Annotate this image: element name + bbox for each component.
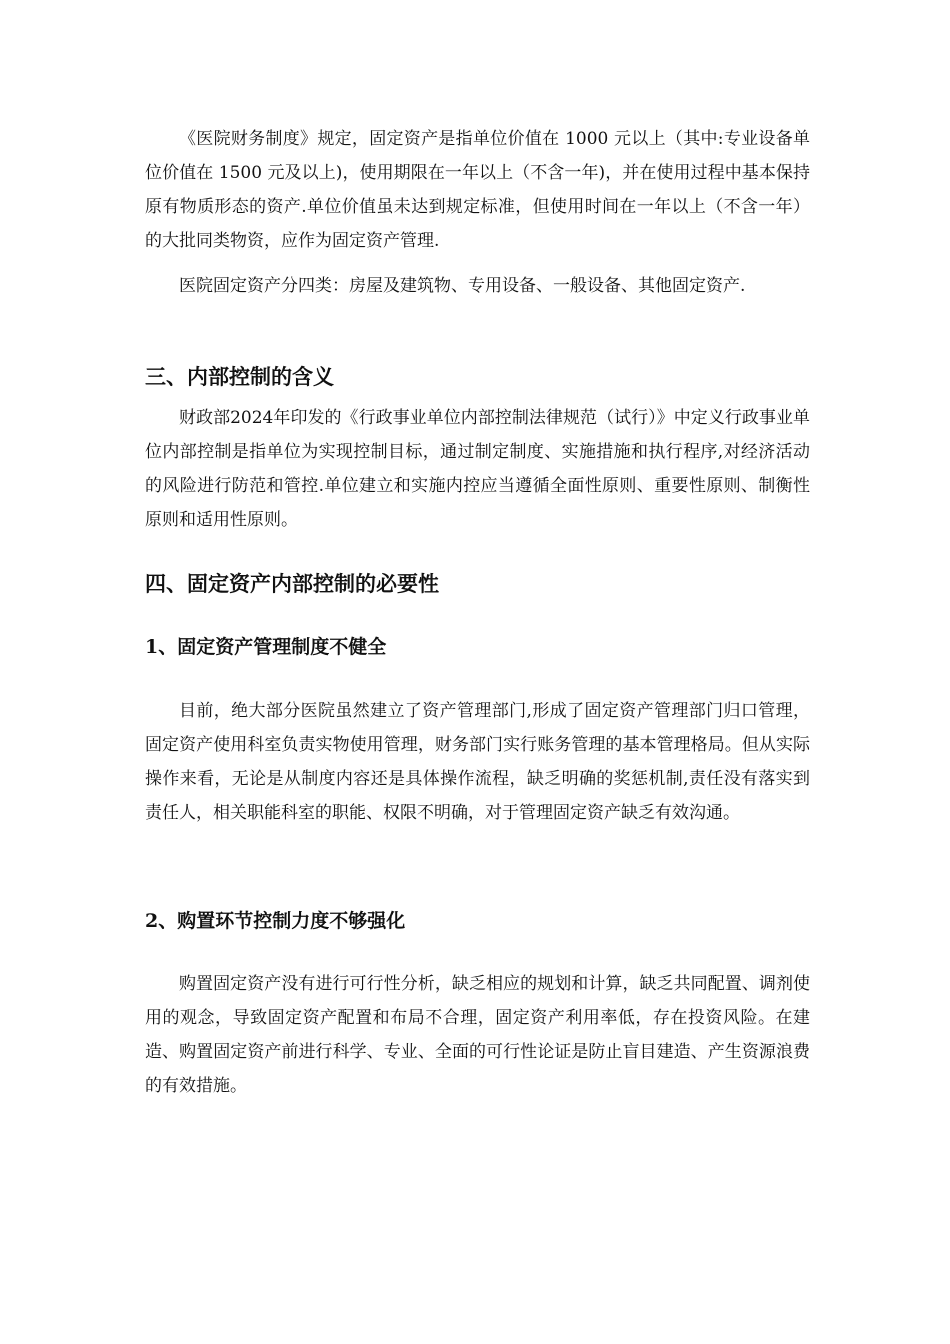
heading-internal-control-meaning: 三、内部控制的含义 — [145, 364, 334, 389]
subheading-management-system: 1、固定资产管理制度不健全 — [145, 636, 387, 658]
paragraph-internal-control-definition: 财政部2024年印发的《行政事业单位内部控制法律规范（试行）》中定义行政事业单位内部控制是指单位为实现控制目标，通过制定制度、实施措施和执行程序,对经济活动的风险进行防范和管控.单位建立和实施内控应当遵循全面性原则、重要性原则、制衡性原则和适用性原则。 — [145, 408, 810, 530]
paragraph-management-system: 目前，绝大部分医院虽然建立了资产管理部门,形成了固定资产管理部门归口管理，固定资产使用科室负责实物使用管理，财务部门实行账务管理的基本管理格局。但从实际操作来看，无论是从制度内容还是具体操作流程，缺乏明确的奖惩机制,责任没有落实到责任人，相关职能科室的职能、权限不明确，对于管理固定资产缺乏有效沟通。 — [145, 701, 810, 823]
paragraph-purchase-control: 购置固定资产没有进行可行性分析，缺乏相应的规划和计算，缺乏共同配置、调剂使用的观念，导致固定资产配置和布局不合理，固定资产利用率低，存在投资风险。在建造、购置固定资产前进行科学、专业、全面的可行性论证是防止盲目建造、产生资源浪费的有效措施。 — [145, 974, 810, 1096]
subheading-purchase-control: 2、购置环节控制力度不够强化 — [145, 910, 406, 932]
paragraph-fixed-asset-categories: 医院固定资产分四类：房屋及建筑物、专用设备、一般设备、其他固定资产. — [179, 276, 746, 296]
heading-necessity-of-control: 四、固定资产内部控制的必要性 — [145, 571, 439, 596]
paragraph-fixed-asset-definition: 《医院财务制度》规定，固定资产是指单位价值在 1000 元以上（其中:专业设备单位价值在 1500 元及以上)，使用期限在一年以上（不含一年)，并在使用过程中基本保持原有物质形态的资产.单位价值虽未达到规定标准，但使用时间在一年以上（不含一年）的大批同类物资，应作为固定资产管理. — [145, 129, 810, 251]
